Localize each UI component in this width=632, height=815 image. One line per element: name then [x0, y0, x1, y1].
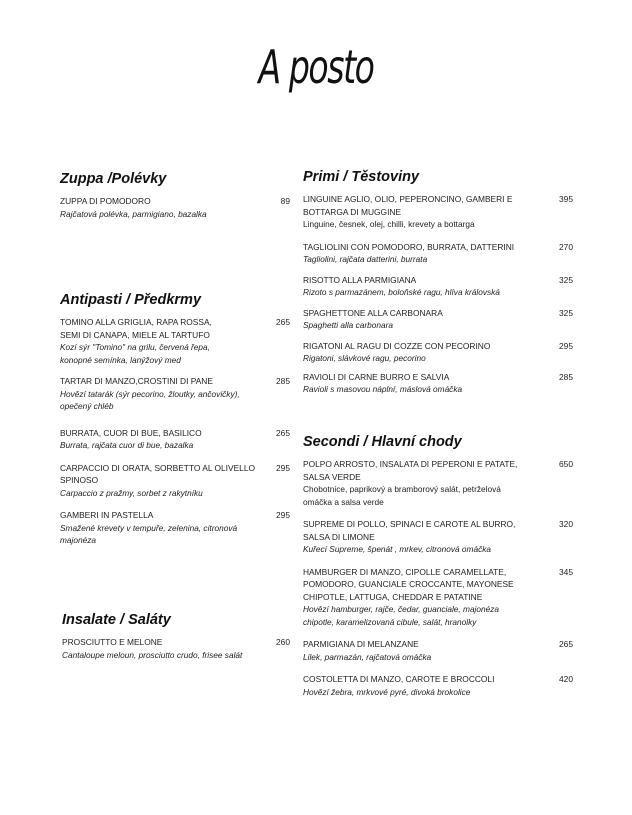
menu-item: [60, 509, 290, 547]
menu-item-price: 325: [559, 274, 573, 285]
menu-item-name: COSTOLETTA DI MANZO, CAROTE E BROCCOLI: [303, 674, 495, 684]
menu-item-description: Chobotnice, paprikový a bramborový salát, petrželová omáčka a salsa verde: [303, 484, 501, 507]
menu-item-price: 420: [559, 674, 573, 684]
menu-item-price: 285: [559, 371, 573, 382]
menu-item-description: Hovězí hamburger, rajče, čedar, guanciale, majonéza chipotle, karamelizovaná cibule, salát, hranolky: [303, 604, 500, 627]
section-secondi: [303, 434, 573, 698]
menu-item-name: RAVIOLI DI CARNE BURRO E SALVIA: [303, 371, 450, 382]
menu-item: [303, 193, 573, 231]
menu-item-price: 265: [276, 317, 290, 327]
menu-item-name: BURRATA, CUOR DI BUE, BASILICO: [60, 427, 202, 438]
menu-item-name: TAGLIOLINI CON POMODORO, BURRATA, DATTERINI: [303, 241, 515, 252]
menu-item-description: Rizoto s parmazánem, boloňské ragu, hlíva královská: [303, 287, 500, 297]
restaurant-logo: A posto: [258, 40, 374, 94]
menu-item: [303, 307, 573, 332]
menu-item-name: GAMBERI IN PASTELLA: [60, 510, 154, 520]
section-title: Secondi / Hlavní chody: [303, 434, 462, 450]
menu-item: [303, 458, 573, 508]
menu-item-name: POLPO ARROSTO, INSALATA DI PEPERONI E PATATE, SALSA VERDE: [303, 459, 518, 482]
menu-item-description: Ravioli s masovou náplní, máslová omáčka: [303, 384, 463, 394]
menu-item-price: 285: [276, 376, 290, 386]
menu-item-price: 395: [559, 194, 573, 204]
menu-item-price: 260: [276, 637, 290, 647]
menu-item-name: PARMIGIANA DI MELANZANE: [303, 639, 419, 649]
menu-item-description: Lilek, parmazán, rajčatová omáčka: [303, 651, 432, 662]
section-primi: [303, 169, 573, 396]
menu-item-description: Hovězí tatarák (sýr pecorino, žloutky, ančovičky), opečený chléb: [60, 388, 240, 411]
menu-item-price: 325: [559, 307, 573, 318]
menu-item: [303, 518, 573, 556]
menu-item: [60, 195, 290, 220]
menu-item: [303, 638, 573, 663]
menu-item-name: PROSCIUTTO E MELONE: [62, 637, 163, 647]
menu-item-price: 265: [559, 639, 573, 649]
section-insalate: [62, 612, 290, 661]
menu-item-price: 320: [559, 519, 573, 529]
menu-item-description: Rajčatová polévka, parmigiano, bazalka: [60, 208, 207, 219]
menu-item-name: RIGATONI AL RAGU DI COZZE CON PECORINO: [303, 340, 491, 351]
menu-item-description: Kuřecí Supreme, špenát , mrkev, citronová omáčka: [303, 544, 491, 554]
menu-item-description: Rigatoni, slávkové ragu, pecorino: [303, 353, 426, 363]
menu-item: [303, 340, 573, 365]
menu-item-name: TARTAR DI MANZO,CROSTINI DI PANE: [60, 376, 213, 386]
menu-item: [303, 566, 573, 629]
menu-item-name: CARPACCIO DI ORATA, SORBETTO AL OLIVELLO SPINOSO: [60, 462, 255, 485]
menu-item-price: 89: [280, 196, 290, 206]
menu-item-name: RISOTTO ALLA PARMIGIANA: [303, 274, 417, 285]
menu-item-description: Linguine, česnek, olej, chilli, krevety a bottarga: [303, 219, 475, 229]
menu-item-description: Burrata, rajčata cuor di bue, bazalka: [60, 440, 194, 450]
menu-item-price: 265: [276, 427, 290, 438]
menu-item: [62, 636, 290, 661]
menu-item-name: SUPREME DI POLLO, SPINACI E CAROTE AL BURRO, SALSA DI LIMONE: [303, 519, 516, 542]
menu-item: [303, 241, 573, 266]
menu-item-description: Smažené krevety v tempuře, zelenina, citronová majonéza: [60, 522, 238, 545]
menu-item: [303, 673, 573, 698]
section-antipasti: [60, 292, 290, 547]
menu-item-name: ZUPPA DI POMODORO: [60, 196, 151, 206]
menu-item-name: SPAGHETTONE ALLA CARBONARA: [303, 307, 443, 318]
menu-item-price: 270: [559, 241, 573, 252]
menu-item-description: Cantaloupe meloun, prosciutto crudo, frisee salát: [62, 649, 243, 660]
menu-item: [303, 274, 573, 299]
menu-item-price: 295: [559, 340, 573, 351]
menu-item-description: Tagliolini, rajčata datterini, burrata: [303, 254, 428, 264]
menu-item: [303, 371, 573, 396]
menu-item: [60, 462, 290, 500]
menu-item-description: Spaghetti alla carbonara: [303, 320, 393, 330]
menu-item-description: Hovězí žebra, mrkvové pyré, divoká brokolice: [303, 686, 471, 697]
menu-item-name: HAMBURGER DI MANZO, CIPOLLE CARAMELLATE, POMODORO, GUANCIALE CROCCANTE, MAYONESE CHIPOTLE, LATTUGA, CHEDDAR E PATATINE: [303, 566, 514, 602]
menu-item: [60, 427, 290, 452]
menu-item-price: 295: [276, 510, 290, 520]
section-title: Zuppa /Polévky: [60, 171, 167, 187]
menu-item-description: Carpaccio z pražmy, sorbet z rakytníku: [60, 487, 203, 498]
section-zuppa: [60, 171, 290, 220]
menu-item-price: 345: [559, 566, 573, 577]
section-title: Insalate / Saláty: [62, 612, 171, 628]
section-title: Primi / Těstoviny: [303, 169, 420, 185]
menu-item-name: LINGUINE AGLIO, OLIO, PEPERONCINO, GAMBERI E BOTTARGA DI MUGGINE: [303, 194, 513, 217]
menu-item-price: 650: [559, 459, 573, 469]
menu-item: [60, 375, 290, 413]
menu-item: [60, 316, 290, 366]
menu-item-name: TOMINO ALLA GRIGLIA, RAPA ROSSA, SEMI DI CANAPA, MIELE AL TARTUFO: [60, 317, 212, 340]
section-title: Antipasti / Předkrmy: [60, 292, 202, 308]
menu-item-description: Kozí sýr "Tomino" na grilu, červená řepa, konopné semínka, lanýžový med: [60, 342, 210, 365]
menu-item-price: 295: [276, 462, 290, 473]
